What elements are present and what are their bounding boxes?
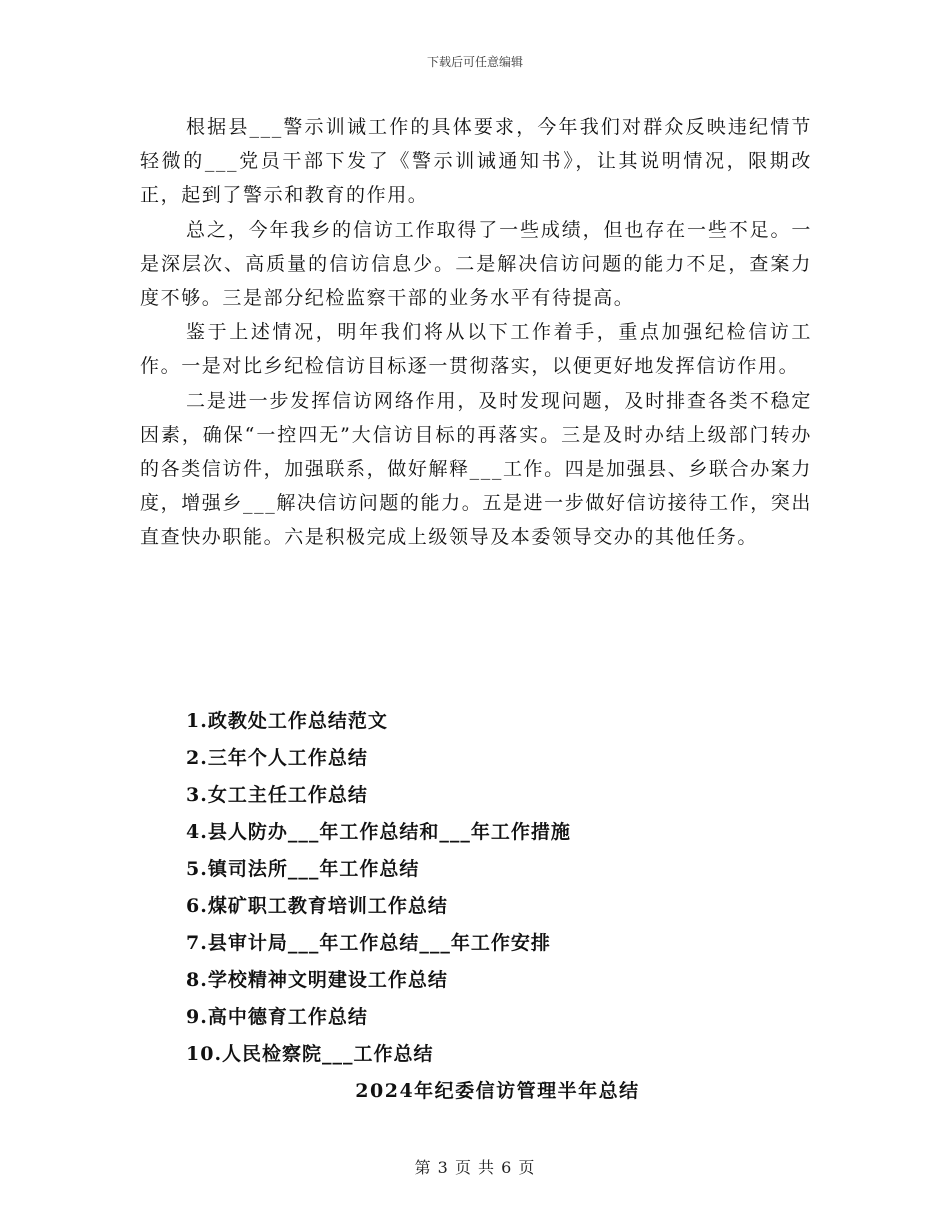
paragraph-summary-shortcomings: 总之，今年我乡的信访工作取得了一些成绩，但也存在一些不足。一是深层次、高质量的信访信息少。二是解决信访问题的能力不足，查案力度不够。三是部分纪检监察干部的业务水平有待提高。 [140, 218, 812, 310]
next-document-title: 2024年纪委信访管理半年总结 [355, 1080, 640, 1102]
paragraph-warning-admonition: 根据县___警示训诫工作的具体要求，今年我们对群众反映违纪情节轻微的___党员干部下发了《警示训诫通知书》，让其说明情况，限期改正，起到了警示和教育的作用。 [140, 116, 812, 207]
list-item[interactable]: 7.县审计局___年工作总结___年工作安排 [186, 932, 551, 954]
list-item[interactable]: 6.煤矿职工教育培训工作总结 [186, 895, 448, 917]
page-number-footer: 第 3 页 共 6 页 [414, 1158, 536, 1177]
body-text [140, 110, 812, 555]
list-item[interactable]: 1.政教处工作总结范文 [186, 710, 388, 732]
list-item[interactable]: 9.高中德育工作总结 [186, 1006, 368, 1028]
list-item[interactable]: 4.县人防办___年工作总结和___年工作措施 [186, 821, 571, 843]
paragraph-further-measures: 二是进一步发挥信访网络作用，及时发现问题，及时排查各类不稳定因素，确保“一控四无”大信访目标的再落实。三是及时办结上级部门转办的各类信访件，加强联系，做好解释___工作。四是加强县、乡联合办案力度，增强乡___解决信访问题的能力。五是进一步做好信访接待工作，突出直查快办职能。六是积极完成上级领导及本委领导交办的其他任务。 [140, 389, 812, 549]
paragraph-next-year-plan: 鉴于上述情况，明年我们将从以下工作着手，重点加强纪检信访工作。一是对比乡纪检信访目标逐一贯彻落实，以便更好地发挥信访作用。 [140, 321, 812, 378]
related-articles-list [186, 703, 746, 1073]
list-item[interactable]: 8.学校精神文明建设工作总结 [186, 969, 448, 991]
list-item[interactable]: 2.三年个人工作总结 [186, 747, 368, 769]
page-header: 下载后可任意编辑 [426, 55, 523, 69]
list-item[interactable]: 10.人民检察院___工作总结 [186, 1043, 434, 1065]
list-item[interactable]: 5.镇司法所___年工作总结 [186, 858, 420, 880]
list-item[interactable]: 3.女工主任工作总结 [186, 784, 368, 806]
